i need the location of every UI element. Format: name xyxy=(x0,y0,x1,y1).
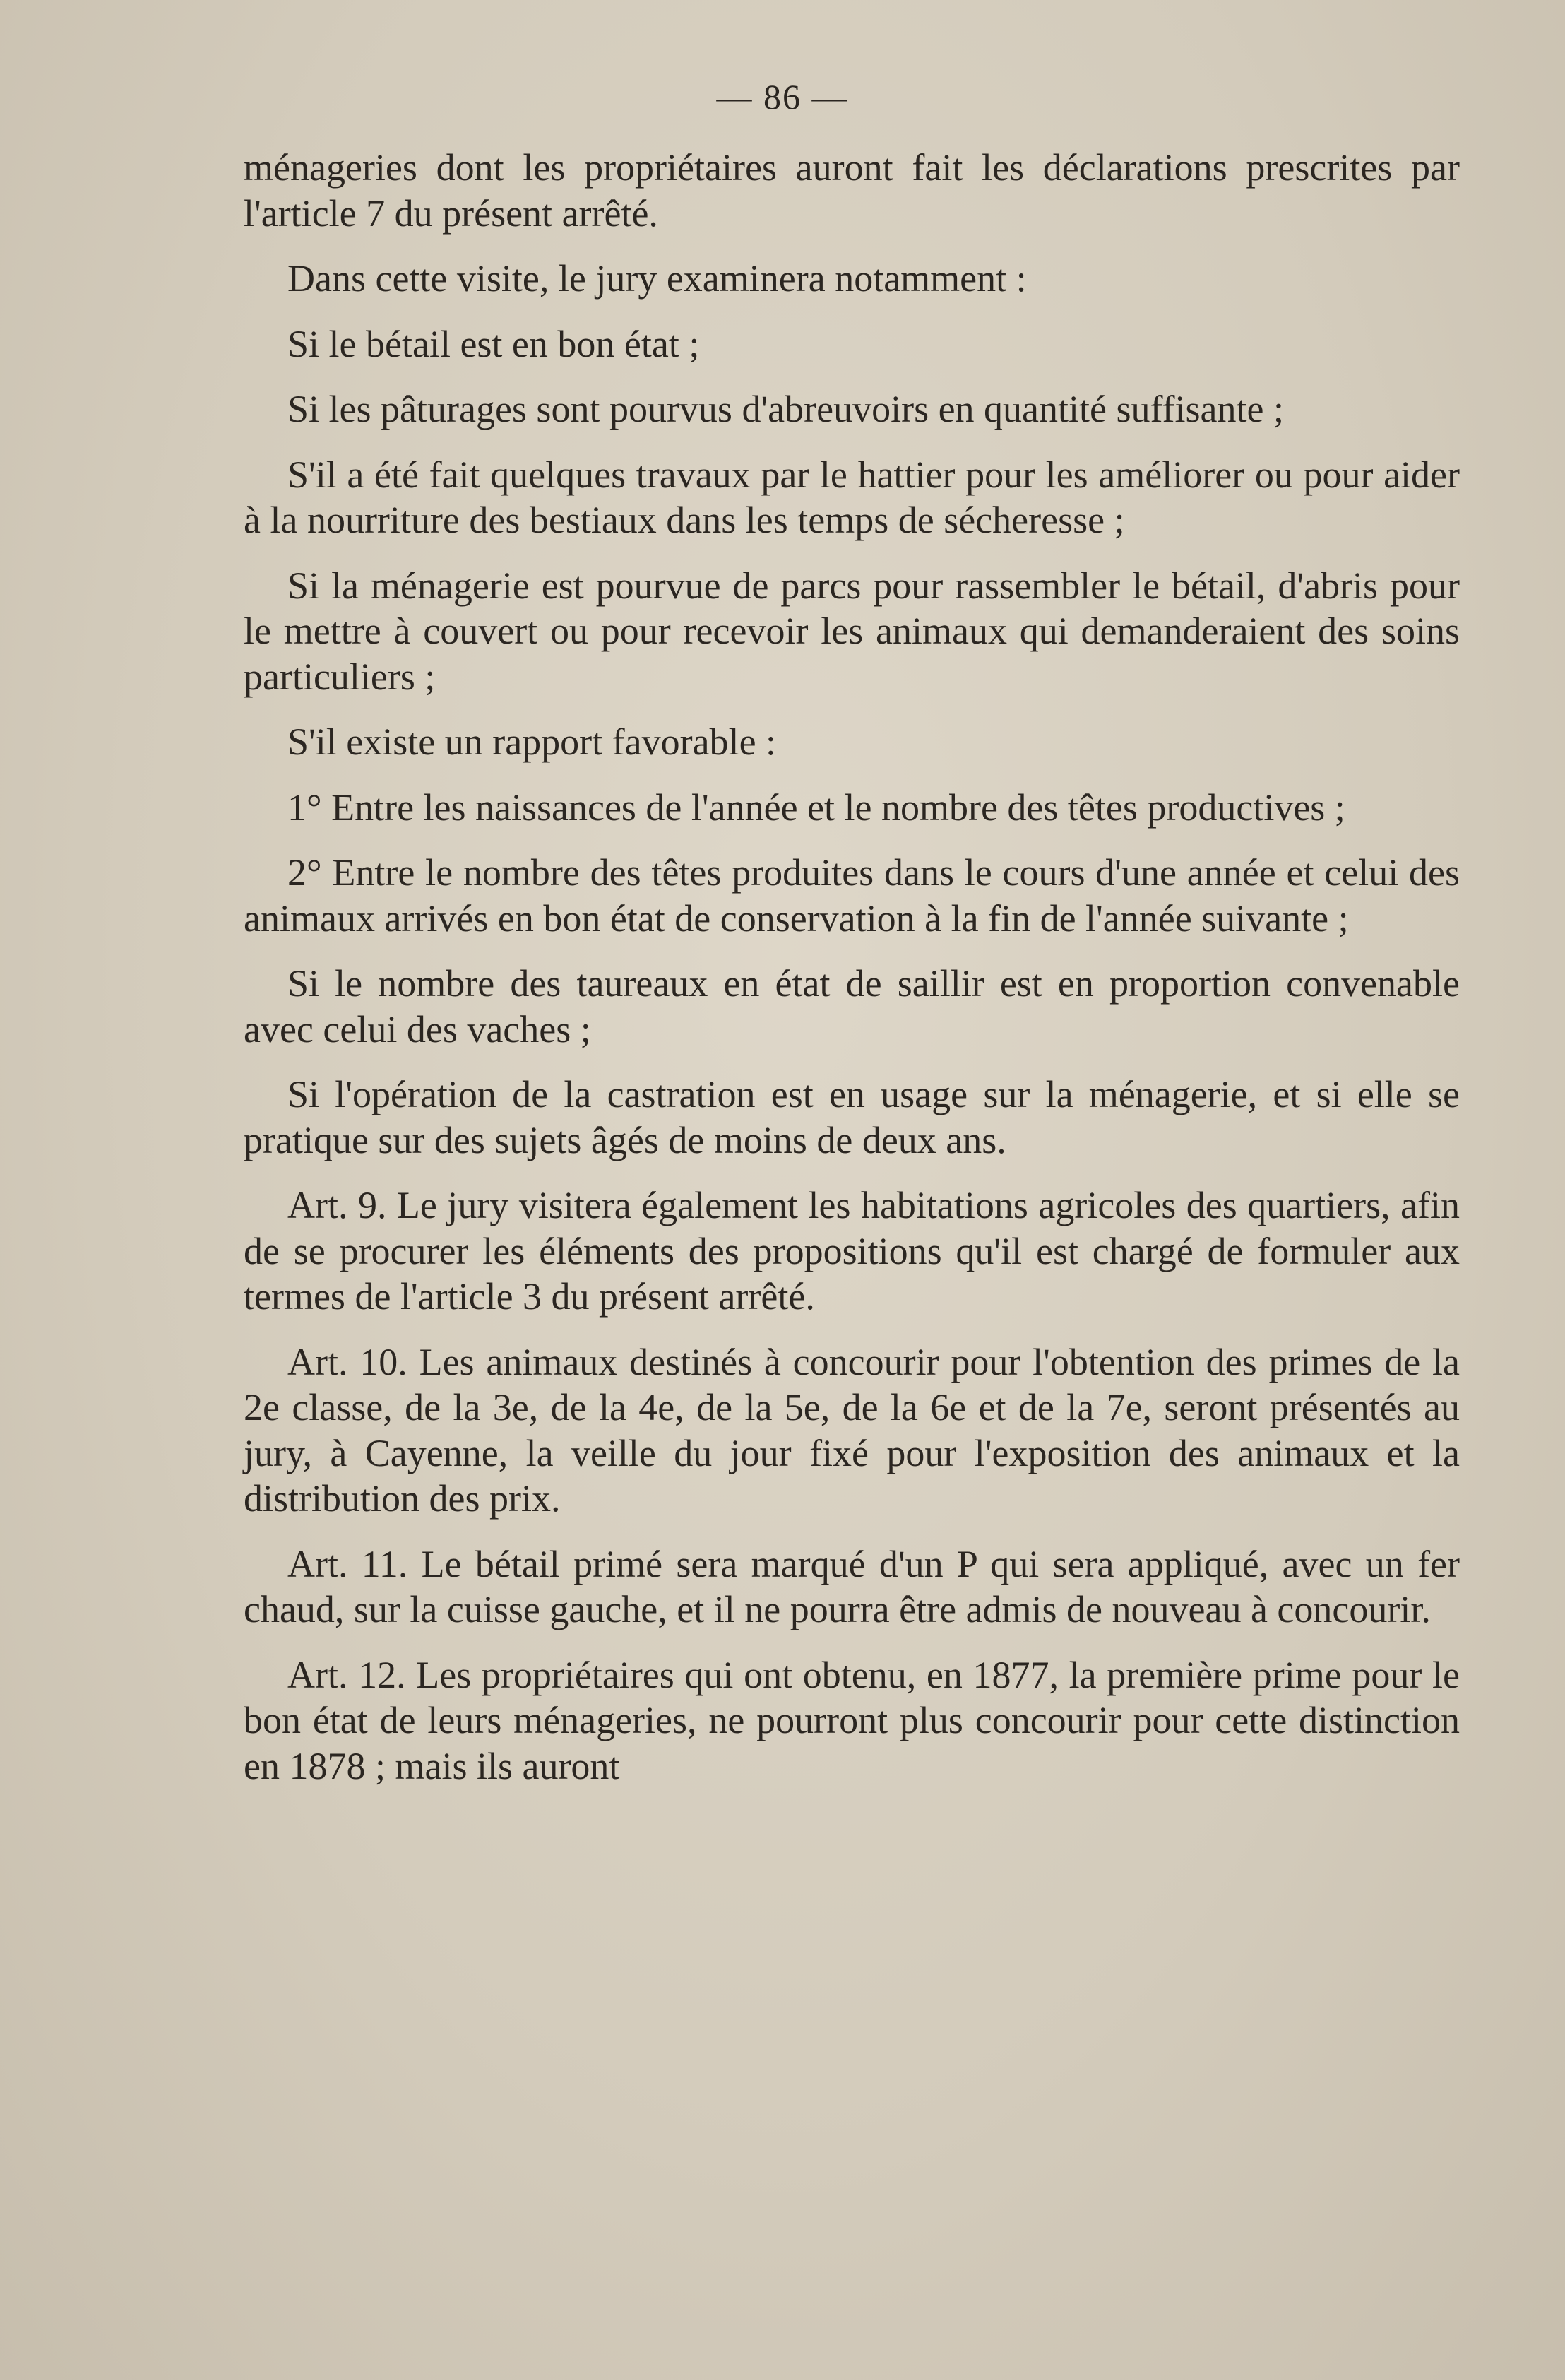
article-9: Art. 9. Le jury visitera également les habitations agricoles des quartiers, afin de se procurer les éléments des propositions qu'il est chargé de formuler aux termes de l'article 3 du présent arrêté. xyxy=(244,1184,1460,1318)
paragraph: Si le nombre des taureaux en état de saillir est en proportion convenable avec celui des vaches ; xyxy=(244,962,1460,1050)
paragraph: Si l'opération de la castration est en usage sur la ménagerie, et si elle se pratique sur des sujets âgés de moins de deux ans. xyxy=(244,1073,1460,1161)
article-10: Art. 10. Les animaux destinés à concourir pour l'obtention des primes de la 2e classe, de la 3e, de la 4e, de la 5e, de la 6e et de la 7e, seront présentés au jury, à Cayenne, la veille du jour fixé pour l'exposition des animaux et la distribution des prix. xyxy=(244,1340,1460,1520)
paragraph: Si les pâturages sont pourvus d'abreuvoirs en quantité suffisante ; xyxy=(287,388,1284,430)
paragraph: S'il existe un rapport favorable : xyxy=(287,721,777,763)
article-12: Art. 12. Les propriétaires qui ont obtenu, en 1877, la première prime pour le bon état de leurs ménageries, ne pourront plus concourir pour cette distinction en 1878 ; mais ils auront xyxy=(244,1653,1460,1787)
paragraph: ménageries dont les propriétaires auront fait les déclarations prescrites par l'article 7 du présent arrêté. xyxy=(244,146,1460,235)
page-number: — 86 — xyxy=(716,77,849,117)
paragraph: 2° Entre le nombre des têtes produites dans le cours d'une année et celui des animaux arrivés en bon état de conservation à la fin de l'année suivante ; xyxy=(244,851,1460,940)
body-text xyxy=(244,145,1460,1808)
paragraph: Si la ménagerie est pourvue de parcs pour rassembler le bétail, d'abris pour le mettre à couvert ou pour recevoir les animaux qui demanderaient des soins particuliers ; xyxy=(244,564,1460,698)
paragraph: Si le bétail est en bon état ; xyxy=(287,322,700,365)
paragraph: 1° Entre les naissances de l'année et le nombre des têtes productives ; xyxy=(287,786,1345,829)
paragraph: Dans cette visite, le jury examinera notamment : xyxy=(287,257,1027,300)
article-11: Art. 11. Le bétail primé sera marqué d'un P qui sera appliqué, avec un fer chaud, sur la cuisse gauche, et il ne pourra être admis de nouveau à concourir. xyxy=(244,1542,1460,1630)
paragraph: S'il a été fait quelques travaux par le hattier pour les améliorer ou pour aider à la nourriture des bestiaux dans les temps de sécheresse ; xyxy=(244,453,1460,541)
